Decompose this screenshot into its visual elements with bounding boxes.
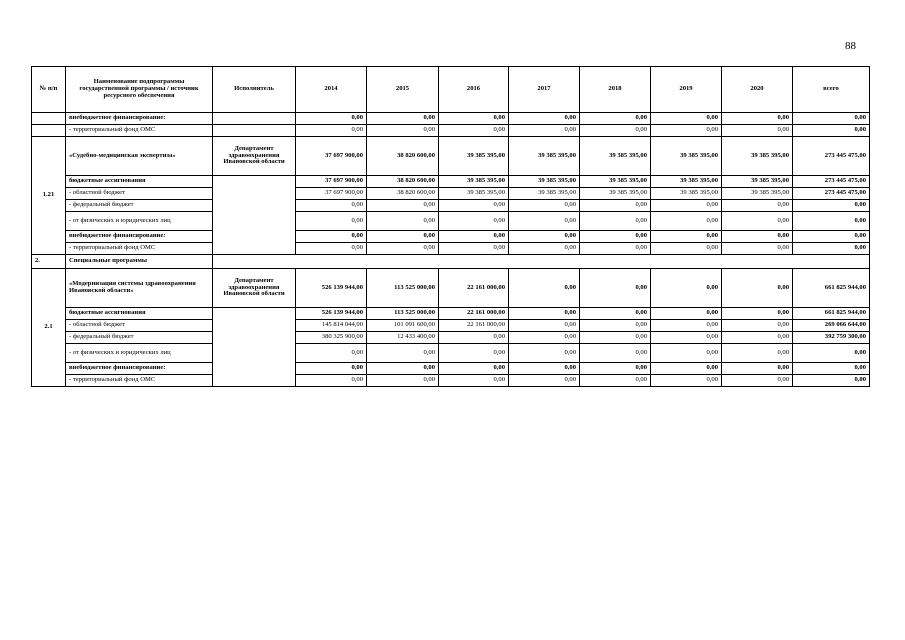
- value-cell: 39 385 395,00: [439, 137, 509, 176]
- value-cell: 0,00: [651, 231, 722, 243]
- table-row: [32, 188, 870, 200]
- value-cell: 0,00: [296, 113, 367, 125]
- value-cell: 0,00: [651, 212, 722, 231]
- value-cell: 273 445 475,00: [793, 137, 870, 176]
- value-cell: 0,00: [439, 363, 509, 375]
- table-row: [32, 332, 870, 344]
- value-cell: 0,00: [439, 375, 509, 387]
- value-cell: 0,00: [580, 269, 651, 308]
- table-row: [32, 231, 870, 243]
- value-cell: 0,00: [580, 308, 651, 320]
- value-cell: 0,00: [439, 212, 509, 231]
- row-label: - территориальный фонд ОМС: [66, 125, 213, 137]
- page-number: 88: [845, 40, 856, 52]
- value-cell: 0,00: [367, 200, 439, 212]
- value-cell: 0,00: [367, 212, 439, 231]
- table-row: [32, 320, 870, 332]
- row-label: - федеральный бюджет: [66, 200, 213, 212]
- value-cell: 39 385 395,00: [651, 137, 722, 176]
- value-cell: 0,00: [651, 363, 722, 375]
- executor-cell: Департамент здравоохранения Ивановской области: [213, 269, 296, 308]
- value-cell: 39 385 395,00: [722, 176, 793, 188]
- value-cell: 0,00: [651, 113, 722, 125]
- value-cell: 38 820 600,00: [367, 137, 439, 176]
- value-cell: 0,00: [439, 243, 509, 255]
- row-label: - территориальный фонд ОМС: [66, 375, 213, 387]
- value-cell: 0,00: [580, 212, 651, 231]
- table-row: [32, 212, 870, 231]
- item-number: 1.21: [32, 137, 66, 255]
- value-cell: 380 325 900,00: [296, 332, 367, 344]
- value-cell: 0,00: [296, 344, 367, 363]
- header-cell: 2018: [580, 67, 651, 113]
- value-cell: 0,00: [793, 375, 870, 387]
- value-cell: 273 445 475,00: [793, 188, 870, 200]
- value-cell: 0,00: [367, 113, 439, 125]
- value-cell: 0,00: [509, 269, 580, 308]
- value-cell: 0,00: [580, 363, 651, 375]
- section-title: Специальные программы: [66, 255, 213, 269]
- value-cell: 39 385 395,00: [509, 176, 580, 188]
- value-cell: 392 759 300,00: [793, 332, 870, 344]
- value-cell: 39 385 395,00: [439, 176, 509, 188]
- section-fill: [213, 255, 870, 269]
- value-cell: 39 385 395,00: [580, 176, 651, 188]
- header-cell: 2020: [722, 67, 793, 113]
- value-cell: 39 385 395,00: [439, 188, 509, 200]
- value-cell: 0,00: [580, 320, 651, 332]
- value-cell: 0,00: [651, 332, 722, 344]
- table-row: [32, 269, 870, 308]
- row-label: - от физических и юридических лиц: [66, 212, 213, 231]
- executor-cell: [213, 113, 296, 125]
- value-cell: 0,00: [509, 125, 580, 137]
- value-cell: 0,00: [509, 212, 580, 231]
- value-cell: 39 385 395,00: [722, 188, 793, 200]
- value-cell: 0,00: [722, 125, 793, 137]
- row-label: - территориальный фонд ОМС: [66, 243, 213, 255]
- table-row: [32, 113, 870, 125]
- value-cell: 0,00: [296, 200, 367, 212]
- value-cell: 0,00: [651, 269, 722, 308]
- value-cell: 39 385 395,00: [580, 188, 651, 200]
- value-cell: 0,00: [580, 375, 651, 387]
- table-row: [32, 243, 870, 255]
- executor-cell: [213, 125, 296, 137]
- table-row: [32, 176, 870, 188]
- value-cell: 0,00: [580, 332, 651, 344]
- executor-cell: [213, 176, 296, 255]
- value-cell: 0,00: [296, 375, 367, 387]
- value-cell: 0,00: [509, 200, 580, 212]
- value-cell: 0,00: [651, 200, 722, 212]
- row-label: внебюджетное финансирование:: [66, 363, 213, 375]
- table-row: [32, 200, 870, 212]
- value-cell: 39 385 395,00: [509, 137, 580, 176]
- value-cell: 38 820 600,00: [367, 176, 439, 188]
- value-cell: 0,00: [439, 332, 509, 344]
- value-cell: 0,00: [509, 375, 580, 387]
- value-cell: 0,00: [580, 344, 651, 363]
- value-cell: 0,00: [722, 344, 793, 363]
- value-cell: 0,00: [509, 320, 580, 332]
- item-number: 2.1: [32, 269, 66, 387]
- value-cell: 526 139 944,00: [296, 269, 367, 308]
- value-cell: 0,00: [793, 231, 870, 243]
- value-cell: 0,00: [367, 125, 439, 137]
- executor-cell: Департамент здравоохранения Ивановской области: [213, 137, 296, 176]
- value-cell: 0,00: [367, 375, 439, 387]
- executor-cell: [213, 308, 296, 387]
- value-cell: 39 385 395,00: [722, 137, 793, 176]
- value-cell: 39 385 395,00: [509, 188, 580, 200]
- value-cell: 0,00: [722, 375, 793, 387]
- header-row: [32, 67, 870, 113]
- row-label: - областной бюджет: [66, 188, 213, 200]
- row-label: - от физических и юридических лиц: [66, 344, 213, 363]
- value-cell: 12 433 400,00: [367, 332, 439, 344]
- value-cell: 0,00: [722, 113, 793, 125]
- value-cell: 113 525 000,00: [367, 308, 439, 320]
- program-title: «Модернизация системы здравоохранения Ивановской области»: [66, 269, 213, 308]
- value-cell: 0,00: [580, 113, 651, 125]
- value-cell: 22 161 000,00: [439, 269, 509, 308]
- value-cell: 0,00: [509, 344, 580, 363]
- value-cell: 0,00: [509, 332, 580, 344]
- value-cell: 0,00: [296, 212, 367, 231]
- value-cell: 0,00: [722, 200, 793, 212]
- value-cell: 37 697 900,00: [296, 188, 367, 200]
- value-cell: 0,00: [793, 363, 870, 375]
- financing-table: [31, 66, 870, 387]
- value-cell: 0,00: [651, 375, 722, 387]
- value-cell: 526 139 944,00: [296, 308, 367, 320]
- value-cell: 0,00: [367, 344, 439, 363]
- header-cell: Исполнитель: [213, 67, 296, 113]
- table-row: [32, 375, 870, 387]
- value-cell: 0,00: [722, 243, 793, 255]
- value-cell: 0,00: [793, 200, 870, 212]
- header-cell: 2016: [439, 67, 509, 113]
- value-cell: 0,00: [509, 363, 580, 375]
- value-cell: 0,00: [580, 243, 651, 255]
- value-cell: 0,00: [580, 125, 651, 137]
- value-cell: 39 385 395,00: [651, 188, 722, 200]
- value-cell: 0,00: [722, 308, 793, 320]
- value-cell: 0,00: [509, 113, 580, 125]
- value-cell: 0,00: [439, 200, 509, 212]
- value-cell: 0,00: [651, 344, 722, 363]
- value-cell: 0,00: [509, 231, 580, 243]
- value-cell: 0,00: [367, 363, 439, 375]
- value-cell: 22 161 000,00: [439, 320, 509, 332]
- header-cell: 2019: [651, 67, 722, 113]
- row-label: внебюджетное финансирование:: [66, 113, 213, 125]
- value-cell: 0,00: [793, 344, 870, 363]
- value-cell: 0,00: [722, 320, 793, 332]
- value-cell: 0,00: [367, 231, 439, 243]
- table-row: [32, 137, 870, 176]
- row-label: внебюджетное финансирование:: [66, 231, 213, 243]
- value-cell: 0,00: [509, 243, 580, 255]
- row-label: - областной бюджет: [66, 320, 213, 332]
- value-cell: 0,00: [793, 125, 870, 137]
- section-row: [32, 255, 870, 269]
- value-cell: 39 385 395,00: [651, 176, 722, 188]
- table-row: [32, 344, 870, 363]
- header-cell: Наименование подпрограммы государственной программы / источник ресурсного обеспечения: [66, 67, 213, 113]
- value-cell: 0,00: [722, 269, 793, 308]
- value-cell: 38 820 600,00: [367, 188, 439, 200]
- table-row: [32, 125, 870, 137]
- value-cell: 0,00: [439, 231, 509, 243]
- value-cell: 101 091 600,00: [367, 320, 439, 332]
- header-cell: № п/п: [32, 67, 66, 113]
- num-cell: [32, 125, 66, 137]
- value-cell: 145 814 044,00: [296, 320, 367, 332]
- value-cell: 0,00: [722, 332, 793, 344]
- table-row: [32, 363, 870, 375]
- value-cell: 0,00: [439, 344, 509, 363]
- header-cell: 2017: [509, 67, 580, 113]
- value-cell: 0,00: [651, 320, 722, 332]
- value-cell: 0,00: [793, 212, 870, 231]
- value-cell: 113 525 000,00: [367, 269, 439, 308]
- value-cell: 0,00: [509, 308, 580, 320]
- value-cell: 0,00: [651, 125, 722, 137]
- value-cell: 0,00: [296, 243, 367, 255]
- value-cell: 0,00: [439, 125, 509, 137]
- header-cell: 2015: [367, 67, 439, 113]
- value-cell: 0,00: [722, 231, 793, 243]
- value-cell: 661 825 944,00: [793, 308, 870, 320]
- value-cell: 0,00: [439, 113, 509, 125]
- value-cell: 0,00: [722, 212, 793, 231]
- table-row: [32, 308, 870, 320]
- value-cell: 273 445 475,00: [793, 176, 870, 188]
- value-cell: 39 385 395,00: [580, 137, 651, 176]
- value-cell: 22 161 000,00: [439, 308, 509, 320]
- value-cell: 37 697 900,00: [296, 137, 367, 176]
- value-cell: 0,00: [651, 308, 722, 320]
- section-number: 2.: [32, 255, 66, 269]
- row-label: бюджетные ассигнования: [66, 176, 213, 188]
- program-title: «Судебно-медицинская экспертиза»: [66, 137, 213, 176]
- value-cell: 0,00: [367, 243, 439, 255]
- value-cell: 269 066 644,00: [793, 320, 870, 332]
- row-label: - федеральный бюджет: [66, 332, 213, 344]
- value-cell: 0,00: [793, 113, 870, 125]
- value-cell: 0,00: [793, 243, 870, 255]
- row-label: бюджетные ассигнования: [66, 308, 213, 320]
- value-cell: 661 825 944,00: [793, 269, 870, 308]
- value-cell: 0,00: [580, 231, 651, 243]
- num-cell: [32, 113, 66, 125]
- value-cell: 37 697 900,00: [296, 176, 367, 188]
- value-cell: 0,00: [296, 231, 367, 243]
- value-cell: 0,00: [722, 363, 793, 375]
- value-cell: 0,00: [651, 243, 722, 255]
- value-cell: 0,00: [296, 125, 367, 137]
- header-cell: всего: [793, 67, 870, 113]
- header-cell: 2014: [296, 67, 367, 113]
- value-cell: 0,00: [296, 363, 367, 375]
- value-cell: 0,00: [580, 200, 651, 212]
